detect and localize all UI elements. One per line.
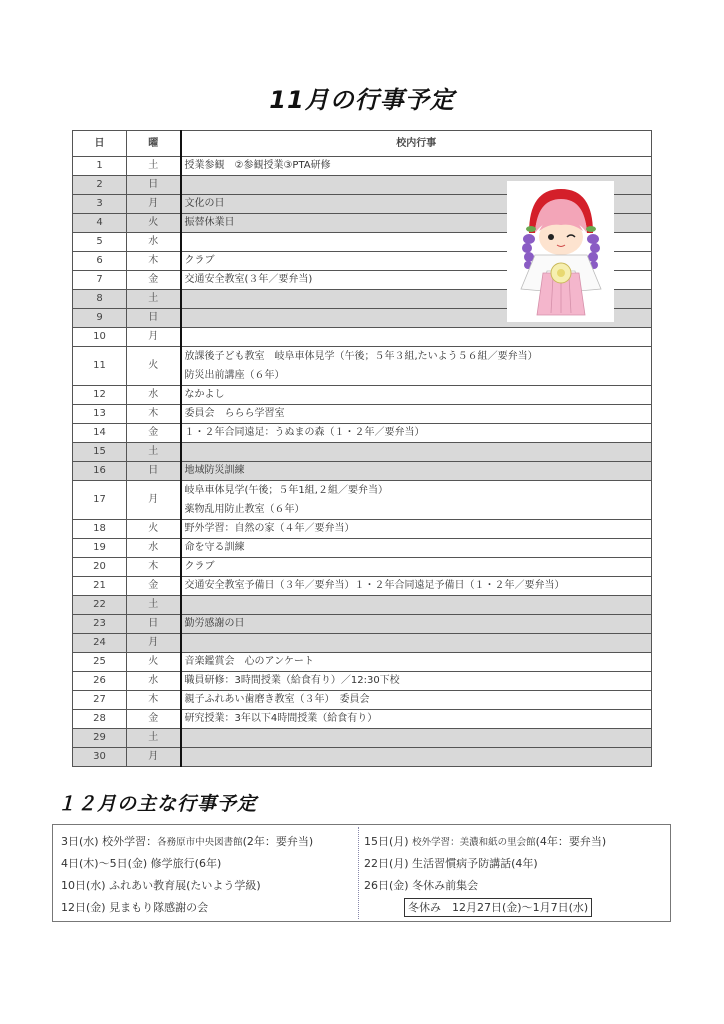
weekday-cell: 水 xyxy=(127,539,181,558)
weekday-cell: 日 xyxy=(127,309,181,328)
table-row xyxy=(73,443,652,462)
weekday-cell: 木 xyxy=(127,558,181,577)
weekday-cell: 水 xyxy=(127,233,181,252)
weekday-cell: 水 xyxy=(127,386,181,405)
table-row xyxy=(73,748,652,767)
weekday-cell: 月 xyxy=(127,328,181,347)
events-cell: クラブ xyxy=(181,252,652,271)
list-item: 10日(水) ふれあい教育展(たいよう学級) xyxy=(61,879,261,892)
table-row xyxy=(73,481,652,520)
day-cell: 19 xyxy=(73,539,127,558)
table-row xyxy=(73,328,652,347)
table-row xyxy=(73,672,652,691)
header-events: 校内行事 xyxy=(181,131,652,157)
weekday-cell: 火 xyxy=(127,214,181,233)
weekday-cell: 木 xyxy=(127,405,181,424)
day-cell: 7 xyxy=(73,271,127,290)
table-row xyxy=(73,386,652,405)
table-row xyxy=(73,729,652,748)
event-line: 放課後子ども教室 岐阜車体見学（午後；５年３組,たいよう５６組／要弁当） xyxy=(184,351,538,362)
list-item: 3日(水) 校外学習：各務原市中央図書館(2年：要弁当) xyxy=(61,835,314,848)
day-cell: 30 xyxy=(73,748,127,767)
table-row xyxy=(73,653,652,672)
events-cell: クラブ xyxy=(181,558,652,577)
weekday-cell: 金 xyxy=(127,424,181,443)
table-row xyxy=(73,520,652,539)
event-line: 薬物乱用防止教室（６年） xyxy=(184,504,305,515)
events-cell xyxy=(181,347,652,386)
header-day: 日 xyxy=(73,131,127,157)
events-cell: なかよし xyxy=(181,386,652,405)
events-cell xyxy=(181,729,652,748)
day-cell: 23 xyxy=(73,615,127,634)
day-cell: 22 xyxy=(73,596,127,615)
events-cell: 音楽鑑賞会 心のアンケート xyxy=(181,653,652,672)
events-cell xyxy=(181,481,652,520)
header-weekday: 曜 xyxy=(127,131,181,157)
day-cell: 6 xyxy=(73,252,127,271)
list-item: 15日(月) 校外学習：美濃和紙の里会館(4年：要弁当) xyxy=(364,835,607,848)
weekday-cell: 月 xyxy=(127,481,181,520)
events-cell: 交通安全教室(３年／要弁当) xyxy=(181,271,652,290)
weekday-cell: 月 xyxy=(127,748,181,767)
page-title: 11月の行事予定 xyxy=(269,86,455,114)
table-row xyxy=(73,691,652,710)
december-title: １２月の主な行事予定 xyxy=(57,793,258,815)
table-row xyxy=(73,157,652,176)
weekday-cell: 木 xyxy=(127,252,181,271)
day-cell: 4 xyxy=(73,214,127,233)
day-cell: 11 xyxy=(73,347,127,386)
list-item: 22日(月) 生活習慣病予防講話(4年) xyxy=(364,857,538,870)
day-cell: 29 xyxy=(73,729,127,748)
weekday-cell: 日 xyxy=(127,176,181,195)
day-cell: 20 xyxy=(73,558,127,577)
day-cell: 15 xyxy=(73,443,127,462)
winter-break-badge: 冬休み 12月27日(金)～1月7日(水) xyxy=(404,898,592,917)
events-cell: 振替休業日 xyxy=(181,214,652,233)
events-cell: 交通安全教室予備日（３年／要弁当）１・２年合同遠足予備日（１・２年／要弁当） xyxy=(181,577,652,596)
events-cell: 職員研修：3時間授業（給食有り）／12:30下校 xyxy=(181,672,652,691)
december-right-column xyxy=(364,831,606,919)
weekday-cell: 金 xyxy=(127,271,181,290)
events-cell xyxy=(181,596,652,615)
day-cell: 18 xyxy=(73,520,127,539)
weekday-cell: 金 xyxy=(127,710,181,729)
day-cell: 8 xyxy=(73,290,127,309)
column-divider xyxy=(358,827,359,919)
table-row xyxy=(73,347,652,386)
day-cell: 26 xyxy=(73,672,127,691)
day-cell: 25 xyxy=(73,653,127,672)
day-cell: 2 xyxy=(73,176,127,195)
events-cell: 勤労感謝の日 xyxy=(181,615,652,634)
weekday-cell: 火 xyxy=(127,653,181,672)
table-row xyxy=(73,424,652,443)
table-row xyxy=(73,577,652,596)
event-line: 岐阜車体見学(午後；５年1組,２組／要弁当） xyxy=(184,485,388,496)
weekday-cell: 土 xyxy=(127,443,181,462)
weekday-cell: 土 xyxy=(127,729,181,748)
day-cell: 1 xyxy=(73,157,127,176)
day-cell: 13 xyxy=(73,405,127,424)
events-cell xyxy=(181,443,652,462)
events-cell: 野外学習：自然の家（４年／要弁当） xyxy=(181,520,652,539)
weekday-cell: 金 xyxy=(127,577,181,596)
december-left-column xyxy=(61,831,313,919)
day-cell: 17 xyxy=(73,481,127,520)
events-cell: 授業参観 ②参観授業③PTA研修 xyxy=(181,157,652,176)
table-row xyxy=(73,615,652,634)
table-row xyxy=(73,539,652,558)
event-line: 防災出前講座（６年） xyxy=(184,370,285,381)
events-cell xyxy=(181,634,652,653)
day-cell: 16 xyxy=(73,462,127,481)
december-events-box xyxy=(52,824,671,922)
events-cell xyxy=(181,748,652,767)
weekday-cell: 木 xyxy=(127,691,181,710)
shrine-maiden-mascot-icon xyxy=(507,181,614,322)
day-cell: 5 xyxy=(73,233,127,252)
events-cell: 文化の日 xyxy=(181,195,652,214)
weekday-cell: 土 xyxy=(127,157,181,176)
day-cell: 28 xyxy=(73,710,127,729)
day-cell: 12 xyxy=(73,386,127,405)
day-cell: 10 xyxy=(73,328,127,347)
weekday-cell: 火 xyxy=(127,520,181,539)
list-item: 26日(金) 冬休み前集会 xyxy=(364,879,479,892)
weekday-cell: 日 xyxy=(127,462,181,481)
day-cell: 14 xyxy=(73,424,127,443)
events-cell: １・２年合同遠足：うぬまの森（１・２年／要弁当） xyxy=(181,424,652,443)
weekday-cell: 日 xyxy=(127,615,181,634)
table-row xyxy=(73,634,652,653)
table-row xyxy=(73,596,652,615)
table-row xyxy=(73,462,652,481)
day-cell: 3 xyxy=(73,195,127,214)
table-row xyxy=(73,710,652,729)
events-cell: 命を守る訓練 xyxy=(181,539,652,558)
weekday-cell: 月 xyxy=(127,195,181,214)
events-cell: 親子ふれあい歯磨き教室（３年） 委員会 xyxy=(181,691,652,710)
day-cell: 9 xyxy=(73,309,127,328)
table-header-row xyxy=(73,131,652,157)
day-cell: 24 xyxy=(73,634,127,653)
events-cell: 研究授業：3年以下4時間授業（給食有り） xyxy=(181,710,652,729)
day-cell: 21 xyxy=(73,577,127,596)
mascot-illustration xyxy=(507,181,614,322)
weekday-cell: 土 xyxy=(127,290,181,309)
events-cell: 委員会 ららら学習室 xyxy=(181,405,652,424)
list-item: 4日(木)～5日(金) 修学旅行(6年) xyxy=(61,857,222,870)
weekday-cell: 水 xyxy=(127,672,181,691)
weekday-cell: 火 xyxy=(127,347,181,386)
events-cell: 地域防災訓練 xyxy=(181,462,652,481)
day-cell: 27 xyxy=(73,691,127,710)
events-cell xyxy=(181,328,652,347)
table-row xyxy=(73,558,652,577)
list-item: 12日(金) 見まもり隊感謝の会 xyxy=(61,901,209,914)
weekday-cell: 月 xyxy=(127,634,181,653)
weekday-cell: 土 xyxy=(127,596,181,615)
table-row xyxy=(73,405,652,424)
